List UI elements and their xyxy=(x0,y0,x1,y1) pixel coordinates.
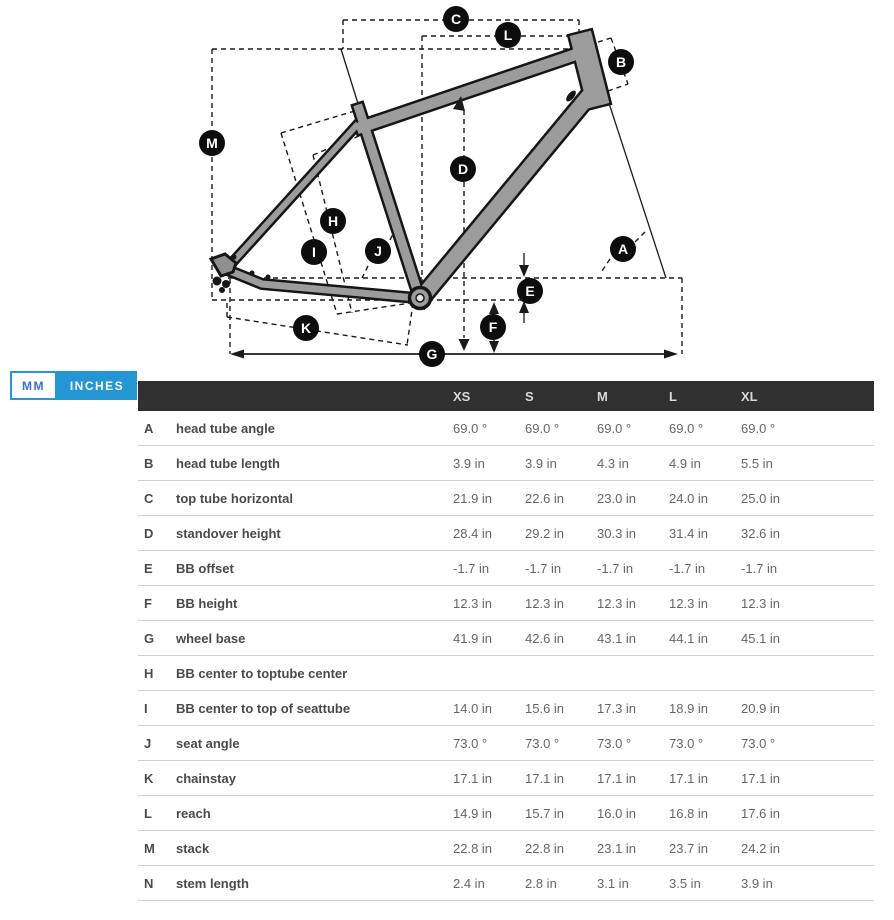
row-name: stack xyxy=(174,831,453,866)
row-value-xl: 73.0 ° xyxy=(741,726,874,761)
row-value-m: 23.0 in xyxy=(597,481,669,516)
row-letter: G xyxy=(138,621,174,656)
row-value-xl: 17.1 in xyxy=(741,761,874,796)
row-value-m: 43.1 in xyxy=(597,621,669,656)
header-spacer xyxy=(138,381,174,411)
row-value-m: 69.0 ° xyxy=(597,411,669,446)
row-name: BB center to toptube center xyxy=(174,656,453,691)
svg-text:F: F xyxy=(488,319,498,335)
row-name: seat angle xyxy=(174,726,453,761)
svg-text:K: K xyxy=(300,320,312,336)
row-value-xs: 3.9 in xyxy=(453,446,525,481)
row-value-l: 16.8 in xyxy=(669,796,741,831)
diagram-label-b xyxy=(608,49,634,75)
svg-text:J: J xyxy=(374,243,382,259)
geometry-table xyxy=(138,381,874,901)
row-value-xs: 73.0 ° xyxy=(453,726,525,761)
table-row xyxy=(138,621,874,656)
svg-text:E: E xyxy=(525,283,535,299)
row-value-l: 17.1 in xyxy=(669,761,741,796)
row-letter: C xyxy=(138,481,174,516)
diagram-label-d xyxy=(450,156,476,182)
header-spacer xyxy=(174,381,453,411)
row-letter: N xyxy=(138,866,174,901)
row-value-s: 29.2 in xyxy=(525,516,597,551)
row-value-m: 30.3 in xyxy=(597,516,669,551)
row-value-xl: 12.3 in xyxy=(741,586,874,621)
row-name: reach xyxy=(174,796,453,831)
row-value-s: 73.0 ° xyxy=(525,726,597,761)
size-column-header-s: S xyxy=(525,381,597,411)
row-value-s: 17.1 in xyxy=(525,761,597,796)
svg-text:L: L xyxy=(503,27,513,43)
diagram-label-a xyxy=(610,236,636,262)
units-toggle xyxy=(10,371,137,400)
row-value-l xyxy=(669,656,741,691)
row-value-m: 3.1 in xyxy=(597,866,669,901)
row-value-l: 12.3 in xyxy=(669,586,741,621)
row-name: BB height xyxy=(174,586,453,621)
svg-text:H: H xyxy=(327,213,339,229)
table-row xyxy=(138,866,874,901)
row-value-m: 12.3 in xyxy=(597,586,669,621)
diagram-label-f xyxy=(480,314,506,340)
table-row xyxy=(138,796,874,831)
bike-frame xyxy=(211,44,596,309)
diagram-label-g xyxy=(419,341,445,367)
row-value-xl: 32.6 in xyxy=(741,516,874,551)
row-value-xs: 41.9 in xyxy=(453,621,525,656)
row-value-xl: 20.9 in xyxy=(741,691,874,726)
row-value-m: 23.1 in xyxy=(597,831,669,866)
row-letter: J xyxy=(138,726,174,761)
row-value-s: 22.8 in xyxy=(525,831,597,866)
table-header xyxy=(138,381,874,411)
diagram-label-k xyxy=(293,315,319,341)
row-value-xl: 5.5 in xyxy=(741,446,874,481)
row-value-s: 12.3 in xyxy=(525,586,597,621)
row-letter: E xyxy=(138,551,174,586)
row-letter: A xyxy=(138,411,174,446)
row-value-m: 4.3 in xyxy=(597,446,669,481)
row-value-m: 17.3 in xyxy=(597,691,669,726)
row-value-xs: 12.3 in xyxy=(453,586,525,621)
row-value-xl: 24.2 in xyxy=(741,831,874,866)
row-value-s: 15.6 in xyxy=(525,691,597,726)
inches-toggle-button[interactable]: INCHES xyxy=(57,371,137,400)
row-value-l: -1.7 in xyxy=(669,551,741,586)
frame-bolt xyxy=(250,271,255,276)
diagram-label-e xyxy=(517,278,543,304)
frame-bolt xyxy=(219,287,225,293)
diagram-label-m xyxy=(199,130,225,156)
row-value-l: 44.1 in xyxy=(669,621,741,656)
svg-text:I: I xyxy=(312,244,316,260)
row-value-xs: 28.4 in xyxy=(453,516,525,551)
size-column-header-xs: XS xyxy=(453,381,525,411)
row-value-m: -1.7 in xyxy=(597,551,669,586)
mm-toggle-button[interactable]: MM xyxy=(10,371,57,400)
row-value-l: 3.5 in xyxy=(669,866,741,901)
row-name: standover height xyxy=(174,516,453,551)
row-letter: D xyxy=(138,516,174,551)
table-row xyxy=(138,551,874,586)
diagram-label-j xyxy=(365,238,391,264)
table-row xyxy=(138,586,874,621)
row-value-s: 3.9 in xyxy=(525,446,597,481)
row-value-s: 69.0 ° xyxy=(525,411,597,446)
row-letter: L xyxy=(138,796,174,831)
row-letter: B xyxy=(138,446,174,481)
row-value-xs: 21.9 in xyxy=(453,481,525,516)
row-value-xl: 3.9 in xyxy=(741,866,874,901)
table-row xyxy=(138,446,874,481)
size-column-header-xl: XL xyxy=(741,381,874,411)
svg-text:D: D xyxy=(457,161,469,177)
row-value-l: 23.7 in xyxy=(669,831,741,866)
row-name: BB center to top of seattube xyxy=(174,691,453,726)
row-value-xs: 22.8 in xyxy=(453,831,525,866)
row-name: stem length xyxy=(174,866,453,901)
table-row xyxy=(138,656,874,691)
size-column-header-l: L xyxy=(669,381,741,411)
row-value-xs: 2.4 in xyxy=(453,866,525,901)
row-value-l: 69.0 ° xyxy=(669,411,741,446)
row-letter: M xyxy=(138,831,174,866)
seat-tube-axis-line xyxy=(341,49,360,110)
row-value-l: 4.9 in xyxy=(669,446,741,481)
row-letter: K xyxy=(138,761,174,796)
table-row xyxy=(138,726,874,761)
svg-text:M: M xyxy=(206,135,218,151)
row-value-s: 42.6 in xyxy=(525,621,597,656)
row-value-xs: 17.1 in xyxy=(453,761,525,796)
frame-bolt xyxy=(266,275,271,280)
table-row xyxy=(138,831,874,866)
row-name: top tube horizontal xyxy=(174,481,453,516)
svg-text:B: B xyxy=(615,54,627,70)
diagram-label-l xyxy=(495,22,521,48)
bike-geometry-diagram xyxy=(0,0,894,372)
row-value-m: 16.0 in xyxy=(597,796,669,831)
row-name: chainstay xyxy=(174,761,453,796)
row-name: head tube angle xyxy=(174,411,453,446)
row-value-s: 15.7 in xyxy=(525,796,597,831)
row-letter: H xyxy=(138,656,174,691)
row-value-s: -1.7 in xyxy=(525,551,597,586)
row-value-m: 73.0 ° xyxy=(597,726,669,761)
row-value-xl: 69.0 ° xyxy=(741,411,874,446)
row-name: head tube length xyxy=(174,446,453,481)
svg-text:A: A xyxy=(617,241,629,257)
row-value-m: 17.1 in xyxy=(597,761,669,796)
row-value-l: 18.9 in xyxy=(669,691,741,726)
row-value-xl: 17.6 in xyxy=(741,796,874,831)
table-row xyxy=(138,761,874,796)
row-value-xs: 14.0 in xyxy=(453,691,525,726)
row-value-xs: 14.9 in xyxy=(453,796,525,831)
table-row xyxy=(138,411,874,446)
svg-text:G: G xyxy=(426,346,438,362)
row-value-l: 24.0 in xyxy=(669,481,741,516)
size-column-header-m: M xyxy=(597,381,669,411)
derailleur-hanger xyxy=(213,277,222,286)
diagram-label-c xyxy=(443,6,469,32)
row-letter: I xyxy=(138,691,174,726)
row-value-s xyxy=(525,656,597,691)
row-letter: F xyxy=(138,586,174,621)
row-value-m xyxy=(597,656,669,691)
table-row xyxy=(138,481,874,516)
row-value-xl xyxy=(741,656,874,691)
row-name: BB offset xyxy=(174,551,453,586)
frame-bolt xyxy=(232,255,237,260)
row-value-xl: -1.7 in xyxy=(741,551,874,586)
table-row xyxy=(138,516,874,551)
row-value-xs: -1.7 in xyxy=(453,551,525,586)
diagram-label-h xyxy=(320,208,346,234)
dim-line-k xyxy=(227,303,413,345)
table-row xyxy=(138,691,874,726)
row-value-xs: 69.0 ° xyxy=(453,411,525,446)
row-value-xs xyxy=(453,656,525,691)
row-value-s: 2.8 in xyxy=(525,866,597,901)
row-name: wheel base xyxy=(174,621,453,656)
diagram-label-i xyxy=(301,239,327,265)
svg-text:C: C xyxy=(450,11,462,27)
row-value-s: 22.6 in xyxy=(525,481,597,516)
row-value-l: 31.4 in xyxy=(669,516,741,551)
row-value-xl: 45.1 in xyxy=(741,621,874,656)
row-value-xl: 25.0 in xyxy=(741,481,874,516)
row-value-l: 73.0 ° xyxy=(669,726,741,761)
bottom-bracket-center xyxy=(416,294,424,302)
frame-outline xyxy=(230,44,596,299)
derailleur-hanger xyxy=(222,280,230,288)
